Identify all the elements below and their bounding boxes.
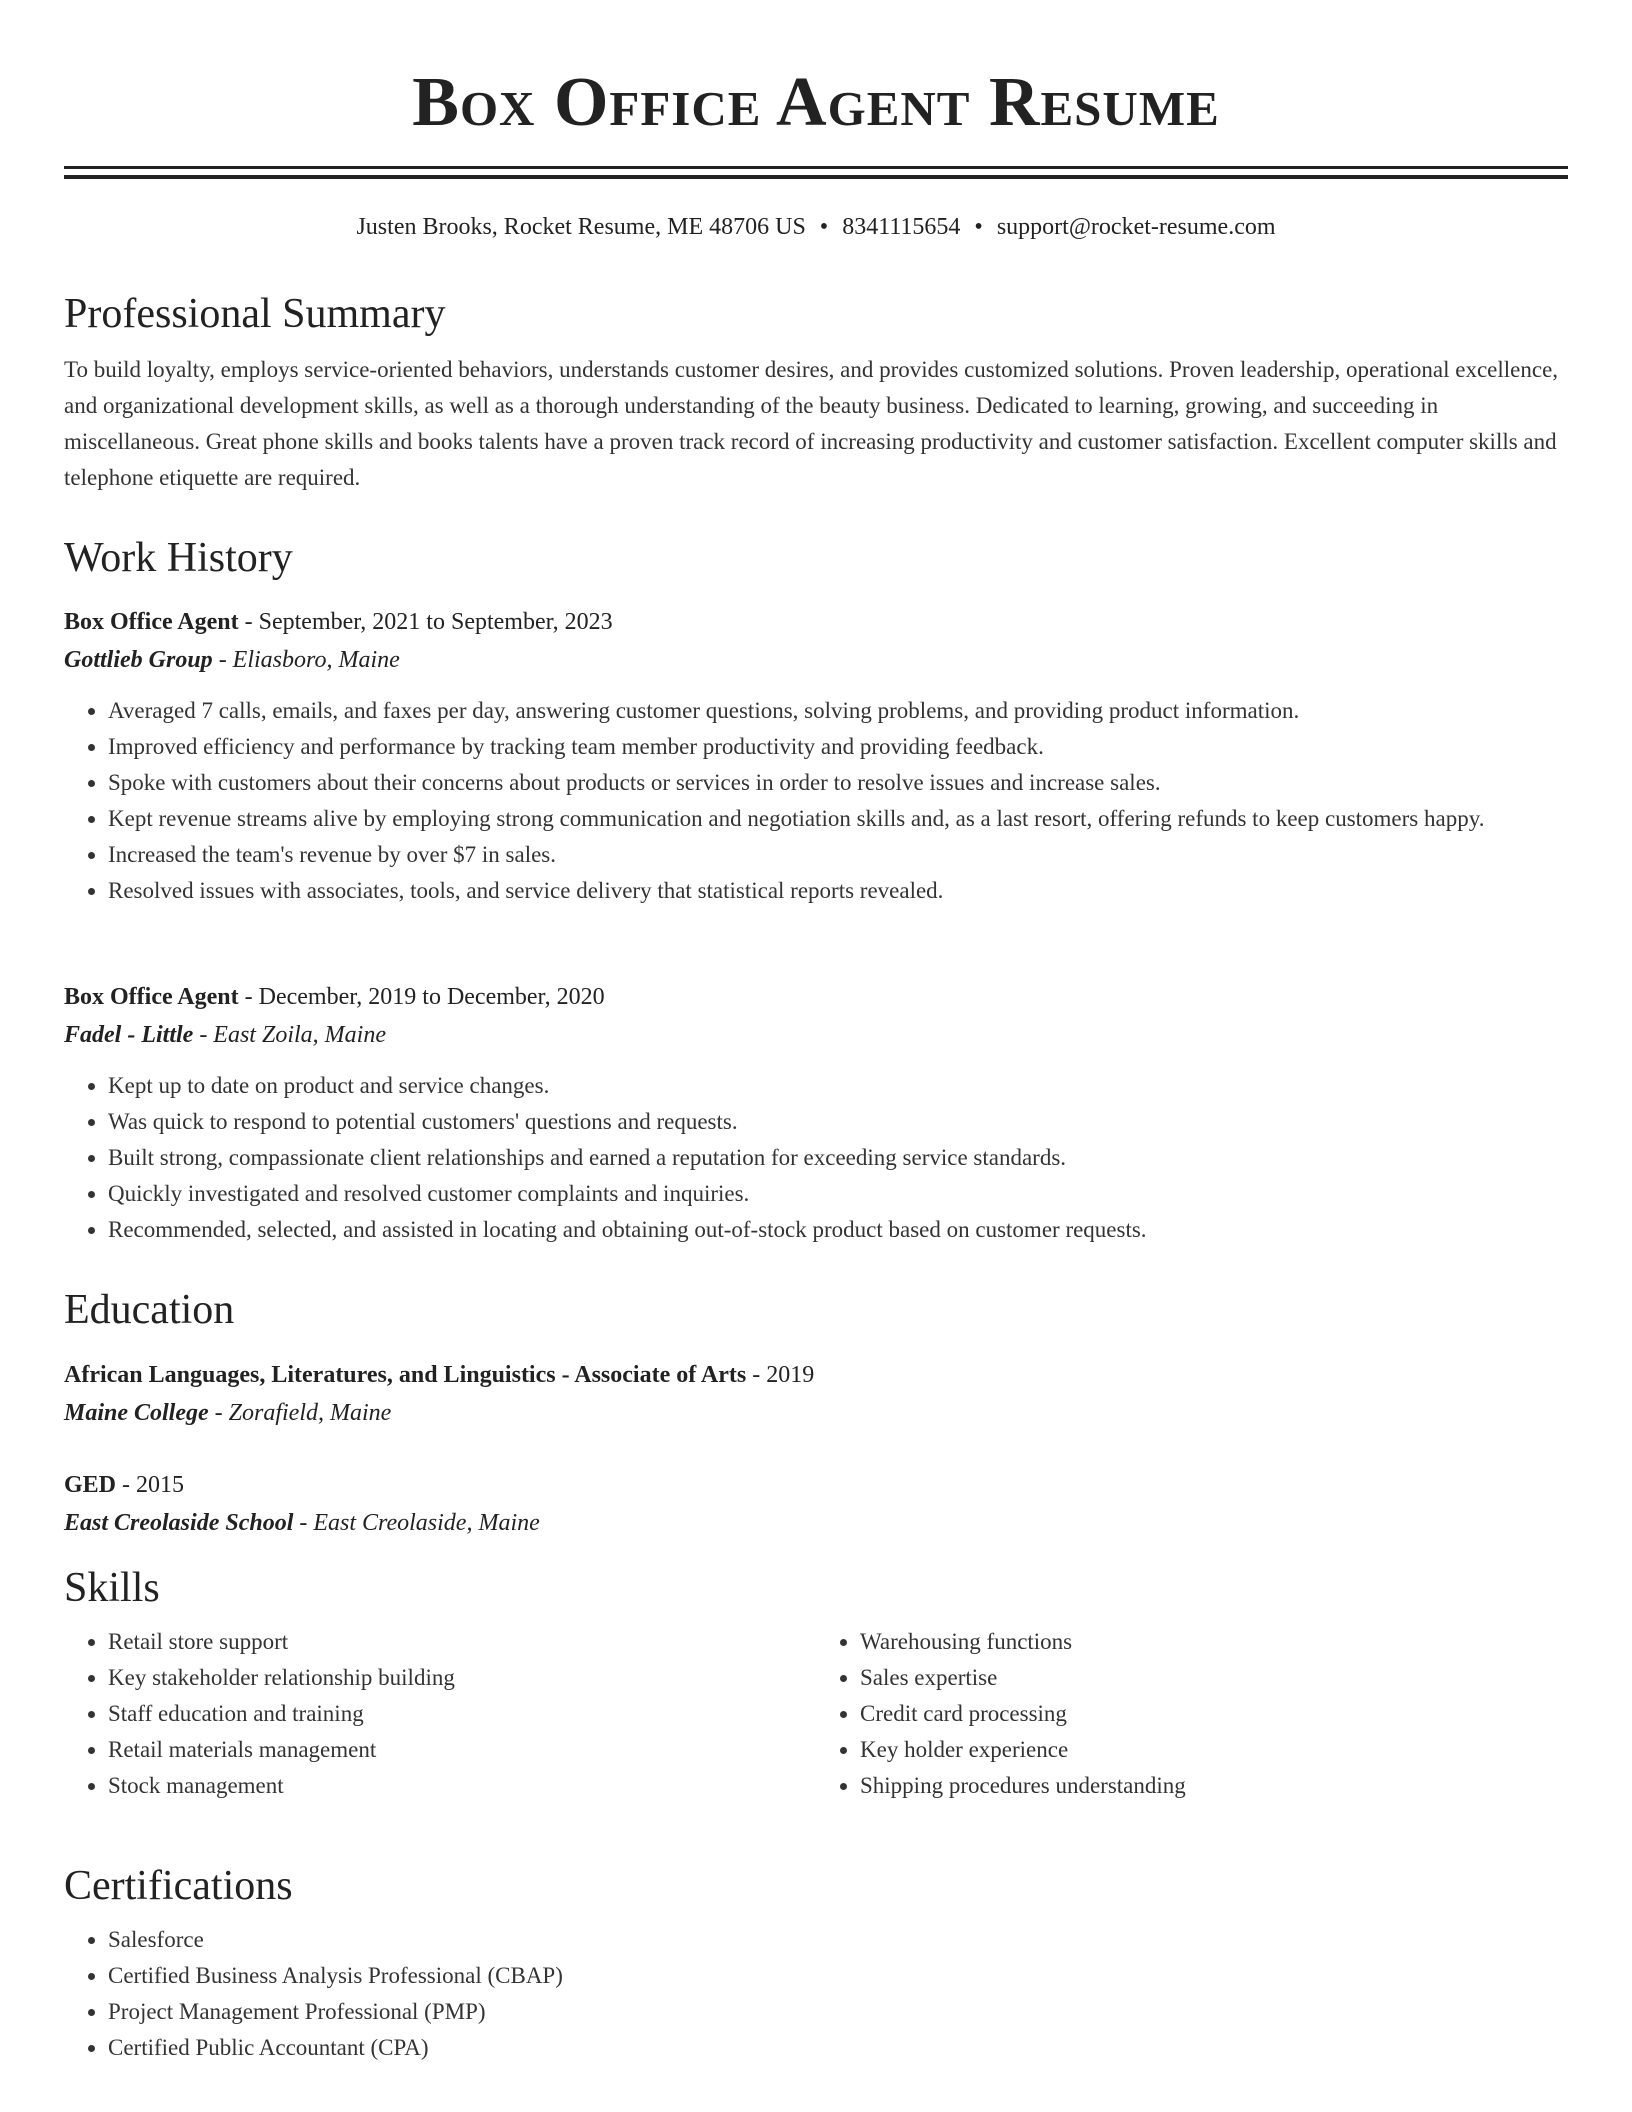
job-dates: - December, 2019 to December, 2020 bbox=[238, 984, 605, 1010]
title-divider-bottom bbox=[64, 175, 1568, 179]
job-entry bbox=[64, 978, 1568, 1248]
section-title-summary: Professional Summary bbox=[64, 291, 446, 337]
job-header bbox=[64, 603, 1568, 641]
list-item: • Built strong, compassionate client relationships and earned a reputation for exceeding service standards. bbox=[108, 1140, 1568, 1176]
list-item: • Retail store support bbox=[108, 1624, 816, 1660]
list-item: • Quickly investigated and resolved customer complaints and inquiries. bbox=[108, 1176, 1568, 1212]
list-item: • Spoke with customers about their concerns about products or services in order to resolve issues and increase sales. bbox=[108, 765, 1568, 801]
list-item: • Key stakeholder relationship building bbox=[108, 1660, 816, 1696]
list-item: • Certified Business Analysis Professional (CBAP) bbox=[108, 1958, 1568, 1994]
education-school: Maine College bbox=[64, 1400, 209, 1426]
certifications-section bbox=[64, 1858, 1568, 2066]
list-item: • Key holder experience bbox=[860, 1732, 1568, 1768]
section-title-work-history: Work History bbox=[64, 535, 293, 581]
list-item: • Kept revenue streams alive by employing strong communication and negotiation skills and, as a last resort, offering refunds to keep customers happy. bbox=[108, 801, 1568, 837]
contact-separator: • bbox=[974, 214, 983, 240]
education-entry bbox=[64, 1466, 1568, 1542]
education-header bbox=[64, 1466, 1568, 1504]
list-item: • Credit card processing bbox=[860, 1696, 1568, 1732]
education-school-line bbox=[64, 1504, 1568, 1542]
job-entry bbox=[64, 603, 1568, 909]
certifications-list bbox=[64, 1922, 1568, 2066]
education-year: - 2019 bbox=[746, 1362, 815, 1388]
job-location: - Eliasboro, Maine bbox=[212, 647, 400, 673]
contact-email[interactable]: support@rocket-resume.com bbox=[996, 214, 1276, 240]
contact-line bbox=[64, 211, 1568, 243]
education-location: - East Creolaside, Maine bbox=[293, 1510, 540, 1536]
job-header bbox=[64, 978, 1568, 1016]
list-item: • Resolved issues with associates, tools, and service delivery that statistical reports revealed. bbox=[108, 873, 1568, 909]
job-title: Box Office Agent bbox=[64, 609, 239, 635]
contact-address: Justen Brooks, Rocket Resume, ME 48706 US bbox=[356, 214, 806, 240]
work-history-section bbox=[64, 530, 1568, 586]
education-degree: African Languages, Literatures, and Linguistics - Associate of Arts bbox=[64, 1362, 747, 1388]
list-item: • Kept up to date on product and service changes. bbox=[108, 1068, 1568, 1104]
skills-section bbox=[64, 1560, 1568, 1804]
list-item: • Averaged 7 calls, emails, and faxes per day, answering customer questions, solving problems, and providing product information. bbox=[108, 693, 1568, 729]
job-duties-list bbox=[64, 693, 1568, 909]
section-title-certifications: Certifications bbox=[64, 1863, 293, 1909]
list-item: • Retail materials management bbox=[108, 1732, 816, 1768]
contact-separator: • bbox=[819, 214, 829, 240]
section-title-skills: Skills bbox=[64, 1565, 160, 1611]
education-header bbox=[64, 1356, 1568, 1394]
job-duties-list bbox=[64, 1068, 1568, 1248]
education-degree: GED bbox=[64, 1472, 117, 1498]
list-item: • Sales expertise bbox=[860, 1660, 1568, 1696]
education-school-line bbox=[64, 1394, 1568, 1432]
list-item: • Recommended, selected, and assisted in locating and obtaining out-of-stock product based on customer requests. bbox=[108, 1212, 1568, 1248]
education-section bbox=[64, 1282, 1568, 1338]
education-entry bbox=[64, 1356, 1568, 1432]
list-item: • Was quick to respond to potential customers' questions and requests. bbox=[108, 1104, 1568, 1140]
education-school: East Creolaside School bbox=[64, 1510, 294, 1536]
list-item: • Shipping procedures understanding bbox=[860, 1768, 1568, 1804]
job-company: Gottlieb Group bbox=[64, 647, 213, 673]
contact-phone: 8341115654 bbox=[842, 214, 961, 240]
list-item: • Certified Public Accountant (CPA) bbox=[108, 2030, 1568, 2066]
list-item: • Warehousing functions bbox=[860, 1624, 1568, 1660]
job-title: Box Office Agent bbox=[64, 984, 239, 1010]
list-item: • Staff education and training bbox=[108, 1696, 816, 1732]
summary-text: To build loyalty, employs service-oriented behaviors, understands customer desires, and provides customized solutions. Proven leadership, operational excellence, and organizational development skills, as well as a thorough understanding of the beauty business. Dedicated to learning, growing, and succeeding in miscellaneous. Great phone skills and books talents have a proven track record of increasing productivity and customer satisfaction. Excellent computer skills and telephone etiquette are required. bbox=[64, 357, 1559, 490]
resume-title: Box Office Agent Resume bbox=[412, 64, 1220, 141]
skills-list-left bbox=[64, 1624, 816, 1804]
job-company-line bbox=[64, 641, 1568, 679]
list-item: • Project Management Professional (PMP) bbox=[108, 1994, 1568, 2030]
section-title-education: Education bbox=[64, 1287, 235, 1333]
job-company-line bbox=[64, 1016, 1568, 1054]
job-dates: - September, 2021 to September, 2023 bbox=[238, 609, 613, 635]
title-divider-top bbox=[64, 166, 1568, 169]
education-location: - Zorafield, Maine bbox=[208, 1400, 392, 1426]
education-year: - 2015 bbox=[116, 1472, 185, 1498]
job-location: - East Zoila, Maine bbox=[193, 1022, 386, 1048]
job-company: Fadel - Little bbox=[64, 1022, 194, 1048]
list-item: • Increased the team's revenue by over $7 in sales. bbox=[108, 837, 1568, 873]
skills-columns bbox=[64, 1624, 1568, 1804]
skills-list-right bbox=[816, 1624, 1568, 1804]
summary-section bbox=[64, 286, 1568, 496]
list-item: • Stock management bbox=[108, 1768, 816, 1804]
list-item: • Improved efficiency and performance by tracking team member productivity and providing feedback. bbox=[108, 729, 1568, 765]
list-item: • Salesforce bbox=[108, 1922, 1568, 1958]
